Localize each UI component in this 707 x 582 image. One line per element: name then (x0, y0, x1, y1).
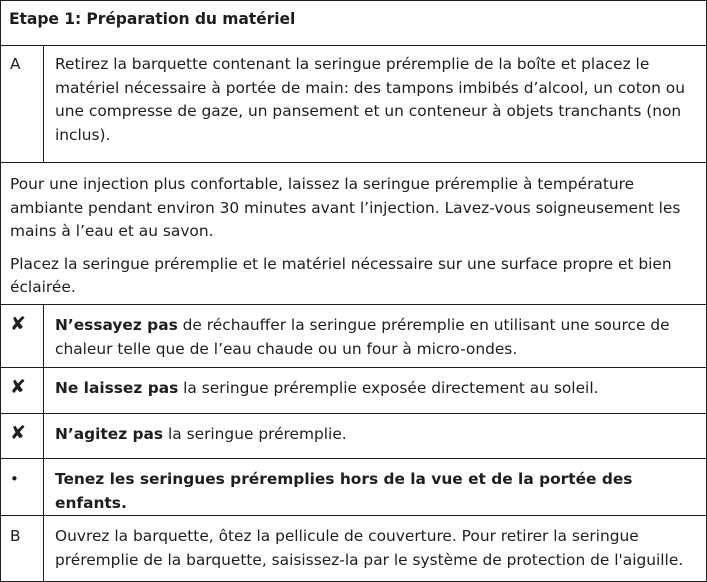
title-row (1, 1, 707, 46)
warning-row (1, 414, 707, 459)
info-paragraph-1: Pour une injection plus confortable, laissez la seringue préremplie à température ambiante pendant environ 30 minutes avant l’injection. Lavez-vous soigneusement les mains à l’eau et au savon. (10, 175, 681, 240)
warning-text: la seringue préremplie exposée directement au soleil. (178, 379, 599, 397)
step-b-label: B (10, 527, 21, 545)
warning-bold: N’agitez pas (55, 425, 164, 443)
cross-icon: ✘ (10, 376, 26, 398)
step-a-text: Retirez la barquette contenant la seringue préremplie de la boîte et placez le matériel nécessaire à portée de main: des tampons imbibés d’alcool, un coton ou une compresse de gaze, un pansement et un conteneur à objets tranchants (non inclus). (44, 46, 707, 163)
warning-row (1, 368, 707, 414)
warning-bold: N’essayez pas (55, 316, 178, 334)
bullet-text: Tenez les seringues préremplies hors de la vue et de la portée des enfants. (44, 459, 707, 516)
bullet-row (1, 459, 707, 516)
warning-row (1, 305, 707, 368)
cross-icon: ✘ (10, 313, 26, 335)
cross-icon: ✘ (10, 422, 26, 444)
info-row (1, 163, 707, 305)
warning-text: de réchauffer la seringue préremplie en utilisant une source de chaleur telle que de l’eau chaude ou un four à micro-ondes. (55, 316, 670, 358)
step-b-row (1, 516, 707, 582)
info-paragraph-2: Placez la seringue préremplie et le matériel nécessaire sur une surface propre et bien éclairée. (10, 254, 672, 296)
step-title: Etape 1: Préparation du matériel (1, 1, 707, 46)
warning-text: la seringue préremplie. (163, 425, 347, 443)
step-a-row (1, 46, 707, 163)
warning-bold: Ne laissez pas (55, 379, 179, 397)
bullet-icon: • (10, 470, 19, 488)
step-b-text: Ouvrez la barquette, ôtez la pellicule de couverture. Pour retirer la seringue préremplie de la barquette, saisissez-la par le système de protection de l'aiguille. (44, 516, 707, 582)
step-a-label: A (10, 55, 21, 73)
